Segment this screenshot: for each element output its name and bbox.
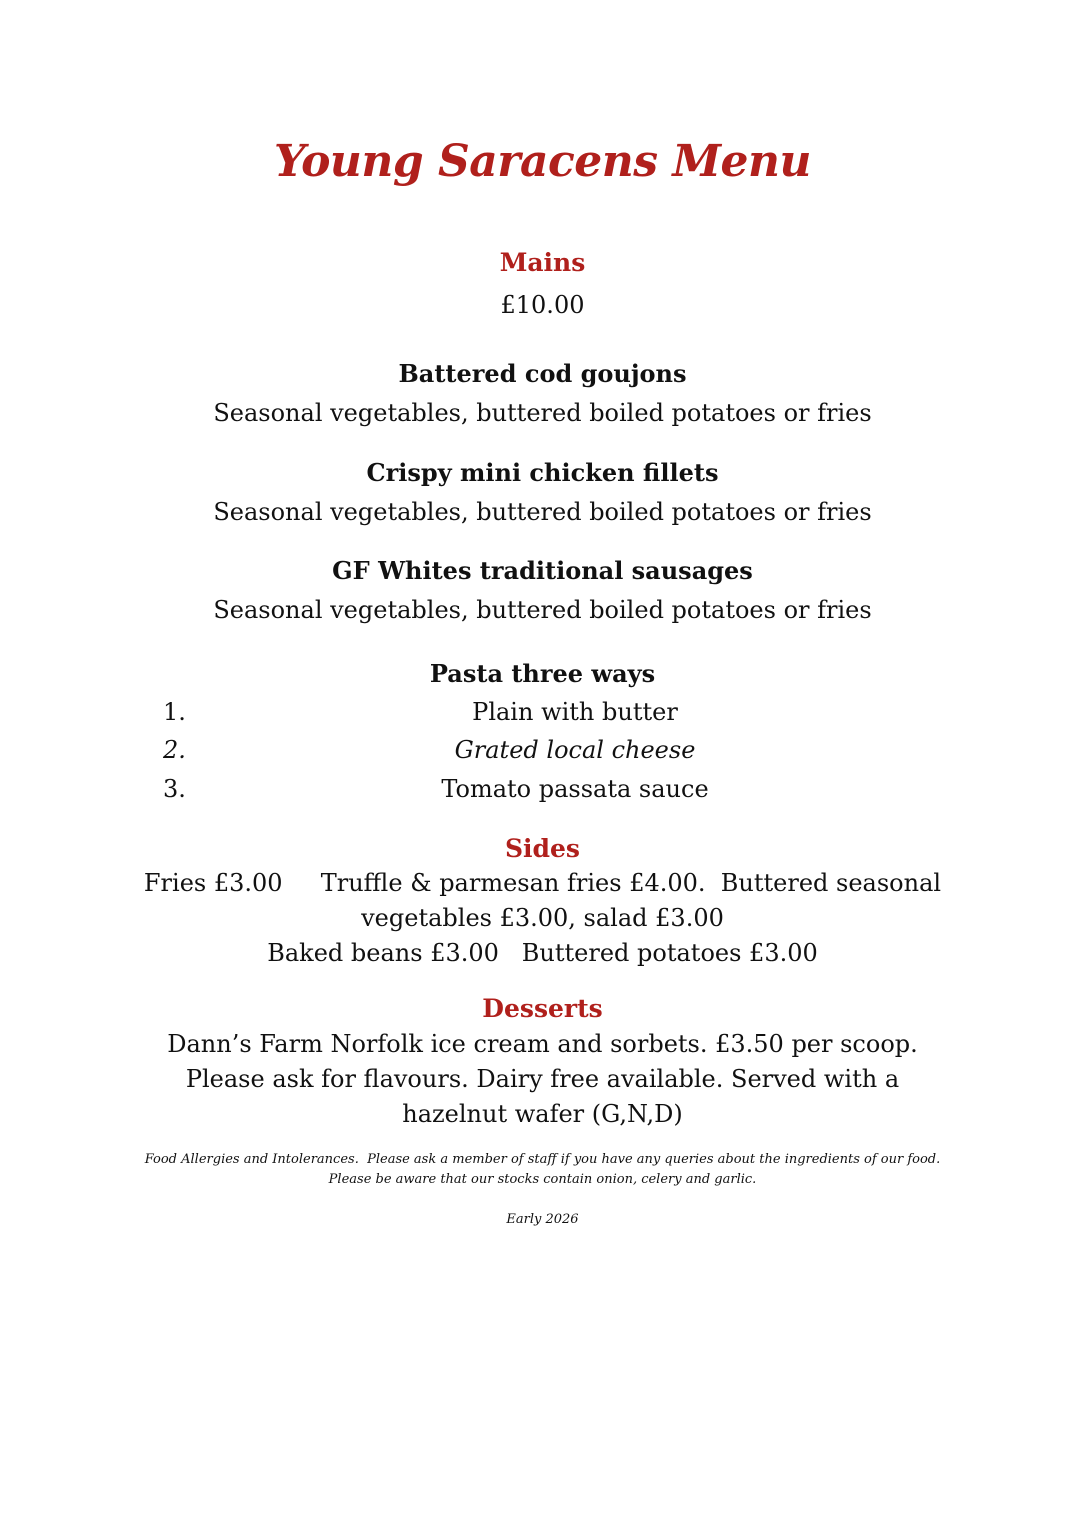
sides-heading: Sides <box>504 834 580 863</box>
sides-line: Fries £3.00 Truffle & parmesan fries £4.00. Buttered seasonal <box>143 869 942 897</box>
desserts-line: Please ask for flavours. Dairy free available. Served with a <box>185 1065 900 1093</box>
page-title: Young Saracens Menu <box>273 136 812 187</box>
pasta-option-number: 1. <box>163 698 186 726</box>
pasta-option <box>0 772 1085 806</box>
sides-line: Baked beans £3.00 Buttered potatoes £3.00 <box>267 939 818 967</box>
pasta-option <box>0 733 1085 767</box>
pasta-option-number: 2. <box>163 736 186 764</box>
pasta-option-text: Plain with butter <box>472 698 678 726</box>
sides-line: vegetables £3.00, salad £3.00 <box>361 904 724 932</box>
mains-price: £10.00 <box>500 291 585 319</box>
pasta-option-text: Tomato passata sauce <box>441 775 709 803</box>
dish-name: Crispy mini chicken fillets <box>366 458 719 487</box>
dish-description: Seasonal vegetables, buttered boiled potatoes or fries <box>213 399 872 427</box>
dish-name: Battered cod goujons <box>398 359 687 388</box>
desserts-line: hazelnut wafer (G,N,D) <box>402 1100 683 1128</box>
pasta-heading: Pasta three ways <box>429 659 656 688</box>
desserts-heading: Desserts <box>482 994 603 1023</box>
desserts-line: Dann’s Farm Norfolk ice cream and sorbets. £3.50 per scoop. <box>167 1030 918 1058</box>
dish-description: Seasonal vegetables, buttered boiled potatoes or fries <box>213 498 872 526</box>
dish-name: GF Whites traditional sausages <box>332 556 753 585</box>
date-note: Early 2026 <box>506 1212 579 1227</box>
pasta-option <box>0 695 1085 729</box>
allergy-note: Food Allergies and Intolerances. Please ask a member of staff if you have any queries about the ingredients of our food. <box>144 1152 941 1167</box>
pasta-option-text: Grated local cheese <box>454 736 696 764</box>
allergy-note: Please be aware that our stocks contain onion, celery and garlic. <box>328 1172 757 1187</box>
mains-heading: Mains <box>499 248 586 277</box>
pasta-option-number: 3. <box>163 775 186 803</box>
dish-description: Seasonal vegetables, buttered boiled potatoes or fries <box>213 596 872 624</box>
